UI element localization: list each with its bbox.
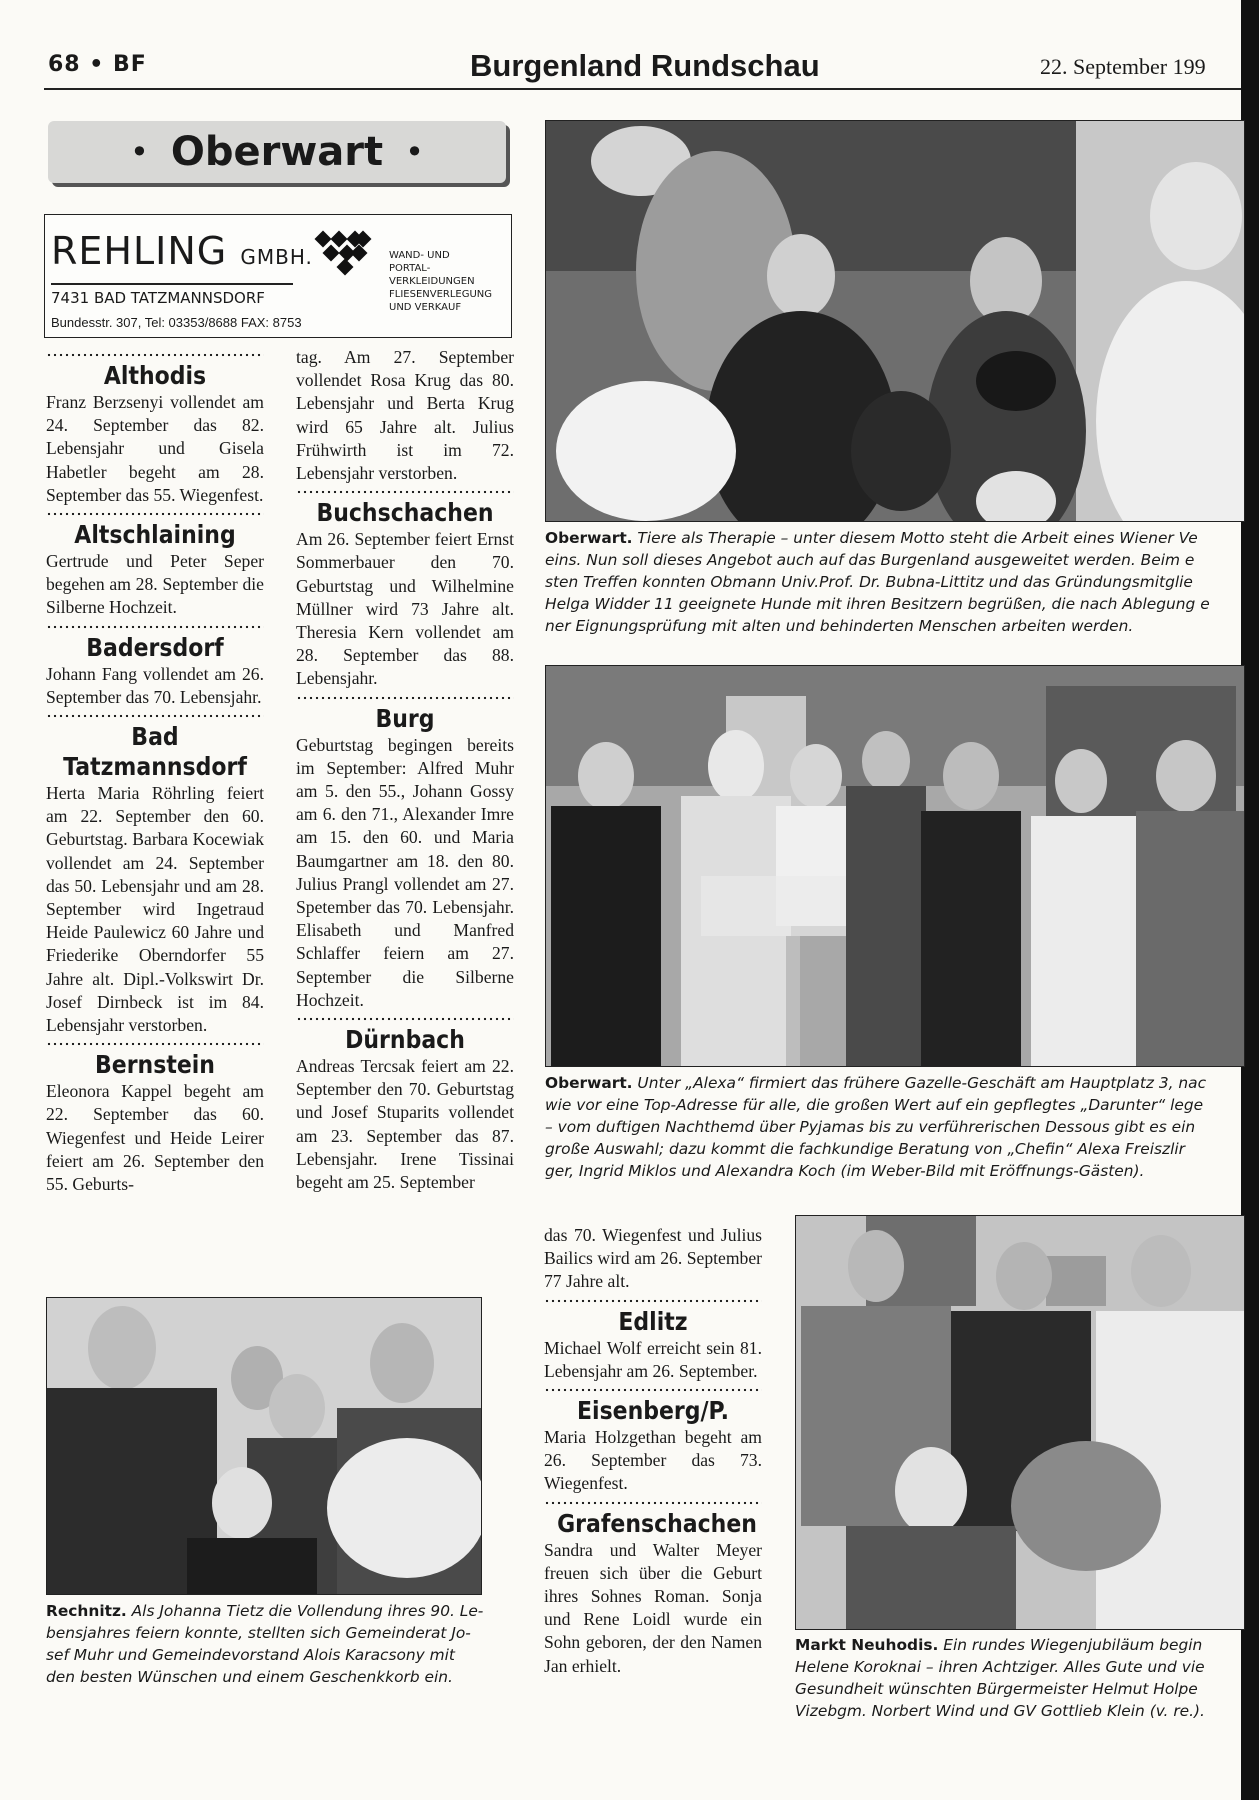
dotted-divider [46,511,264,518]
town-notice: Franz Berzsenyi vollendet am 24. September das 82. Lebensjahr und Gisela Habetler begeht am 28. September das 55. Wiegenfest. [46,392,264,505]
caption-line: Helene Koroknai – ihren Achtziger. Alles Gute und vie [795,1658,1205,1676]
town-notice: Maria Holzgethan begeht am 26. September das 73. Wiegenfest. [544,1427,762,1494]
town-heading: Grafenschachen [557,1508,757,1538]
caption-line: Gesundheit wünschten Bürgermeister Helmut Holpe [795,1680,1198,1698]
ad-services [389,249,507,314]
caption-lead: Markt Neuhodis. [795,1636,939,1654]
advertisement [44,214,512,338]
caption-line: den besten Wünschen und einem Geschenkkorb ein. [46,1668,453,1686]
town-notice: Andreas Tercsak feiert am 22. September den 70. Geburtstag und Josef Stuparits vollendet am 23. September das 87. Lebensjahr. Irene Tissinai begeht am 25. September [296,1056,514,1193]
town-notice: Johann Fang vollendet am 26. September das 70. Lebensjahr. [46,663,264,707]
caption-line: eins. Nun soll dieses Angebot auch auf das Burgenland ausgeweitet werden. Beim e [545,551,1195,569]
dotted-divider [296,1016,514,1023]
caption-line: bensjahres feiern konnte, stellten sich Gemeinderat Jo- [46,1624,471,1642]
photo-caption [46,1600,496,1688]
caption-line: Als Johanna Tietz die Vollendung ihres 90. Le- [126,1602,484,1620]
town-heading: Eisenberg/P. [577,1396,729,1426]
ad-service-line: PORTAL- [389,263,431,274]
photo-caption [795,1634,1243,1722]
caption-line: ner Eignungsprüfung mit alten und behinderten Menschen arbeiten werden. [545,617,1134,635]
caption-line: Helga Widder 11 geeignete Hunde mit ihren Besitzern begrüßen, die nach Ablegung e [545,595,1210,613]
ad-city: 7431 BAD TATZMANNSDORF [51,289,265,307]
town-heading: Bernstein [95,1050,215,1080]
town-heading: Buchschachen [316,498,494,528]
dotted-divider [46,352,264,359]
town-heading: Althodis [103,361,207,390]
town-notice: Eleonora Kappel begeht am 22. September das 60. Wiegenfest und Heide Leirer feiert am 26. September den 55. Geburts- [46,1081,264,1195]
caption-line: ger, Ingrid Miklos und Alexandra Koch (im Weber-Bild mit Eröffnungs-Gästen). [545,1162,1145,1180]
town-heading: Badersdorf [86,632,224,662]
town-heading: Burg [375,703,435,733]
ad-service-line: VERKLEIDUNGEN [389,276,475,287]
caption-line: – vom duftigen Nachthemd über Pyjamas bis zu verführerischen Dessous gibt es ein [545,1118,1196,1136]
caption-line: wie vor eine Top-Adresse für alle, die großen Wert auf ein gepflegtes „Darunter“ lege [545,1096,1204,1114]
header-rule [44,88,1244,90]
column-1 [46,352,264,1196]
dotted-divider [296,489,514,496]
page-number: 68 • BF [48,52,147,77]
ad-brand [51,229,313,273]
bullet-left: • [129,133,149,171]
ad-brand-suffix: GMBH. [240,245,313,269]
caption-line: Vizebgm. Norbert Wind und GV Gottlieb Klein (v. re.). [795,1702,1205,1720]
caption-line: sef Muhr und Gemeindevorstand Alois Karacsony mit [46,1646,455,1664]
photo-rechnitz-birthday [46,1297,482,1595]
caption-lead: Oberwart. [545,1074,633,1092]
town-notice: Michael Wolf erreicht sein 81. Lebensjahr am 26. September. [544,1337,762,1381]
dotted-divider [46,624,264,631]
continued-text: das 70. Wiegenfest und Julius Bailics wird am 26. September 77 Jahre alt. [544,1225,762,1292]
town-notice: Am 26. September feiert Ernst Sommerbauer den 70. Geburtstag und Wilhelmine Müllner wird 73 Jahre alt. Theresia Kern vollendet am 28. September das 88. Lebensjahr. [296,529,514,689]
town-notice: Geburtstag begingen bereits im September: Alfred Muhr am 5. den 55., Johann Gossy am 6. den 71., Alexander Imre am 15. den 60. und Maria Baumgartner am 18. den 80. Julius Prangl vollendet am 27. Spetember das 70. Lebensjahr. Elisabeth und Manfred Schlaffer feiern am 27. September die Silberne Hochzeit. [296,734,514,1010]
caption-lead: Rechnitz. [46,1602,127,1620]
issue-date: 22. September 199 [1040,54,1206,79]
photo-store-opening [545,665,1245,1067]
dotted-divider [544,1500,762,1507]
town-heading: Dürnbach [345,1025,465,1055]
dotted-divider [544,1387,762,1394]
column-3 [544,1224,762,1678]
continued-text: tag. Am 27. September vollendet Rosa Krug das 80. Lebensjahr und Berta Krug wird 65 Jahre alt. Julius Frühwirth ist im 72. Lebensjahr verstorben. [296,347,514,484]
ad-service-line: FLIESENVERLEGUNG [389,289,493,300]
town-notice: Gertrude und Peter Seper begehen am 28. September die Silberne Hochzeit. [46,551,264,618]
caption-line: Ein rundes Wiegenjubiläum begin [938,1636,1203,1654]
caption-lead: Oberwart. [545,529,633,547]
town-heading: Altschlaining [74,520,236,550]
caption-line: sten Treffen konnten Obmann Univ.Prof. Dr. Bubna-Littitz und das Gründungsmitglie [545,573,1193,591]
photo-caption [545,527,1243,637]
photo-therapy-dogs [545,120,1245,522]
newspaper-title: Burgenland Rundschau [470,48,820,83]
caption-line: Tiere als Therapie – unter diesem Motto steht die Arbeit eines Wiener Ve [632,529,1198,547]
section-title: Oberwart [170,129,384,175]
ad-rule [51,283,293,285]
ad-brand-name: REHLING [51,229,228,273]
ad-service-line: UND VERKAUF [389,302,462,313]
bullet-right: • [405,133,425,171]
town-heading: Bad Tatzmannsdorf [63,722,247,782]
dotted-divider [296,695,514,702]
town-notice: Sandra und Walter Meyer freuen sich über die Geburt ihres Sohnes Roman. Sonja und Rene Loidl wurde ein Sohn geboren, der den Namen Jan erhielt. [544,1539,762,1676]
dotted-divider [46,713,264,720]
ad-address: Bundesstr. 307, Tel: 03353/8688 FAX: 8753 [51,315,302,330]
town-notice: Herta Maria Röhrling feiert am 22. September den 60. Geburtstag. Barbara Kocewiak vollendet am 24. September das 50. Lebensjahr und am 28. September wird Ingetraud Heide Paulewicz 60 Jahre und Friederike Oberndorfer 55 Jahre alt. Dipl.-Volkswirt Dr. Josef Dirnbeck ist im 84. Lebensjahr verstorben. [46,783,264,1036]
town-heading: Edlitz [618,1306,688,1336]
dotted-divider [544,1298,762,1305]
ad-service-line: WAND- UND [389,250,450,261]
caption-line: große Auswahl; dazu kommt die fachkundige Beratung von „Chefin“ Alexa Freiszlir [545,1140,1185,1158]
column-2 [296,346,514,1194]
dotted-divider [46,1041,264,1048]
caption-line: Unter „Alexa“ firmiert das frühere Gazelle-Geschäft am Hauptplatz 3, nac [632,1074,1207,1092]
photo-caption [545,1072,1243,1182]
heart-logo-icon [313,229,377,285]
photo-neuhodis-birthday [795,1215,1245,1630]
section-heading [48,121,506,183]
